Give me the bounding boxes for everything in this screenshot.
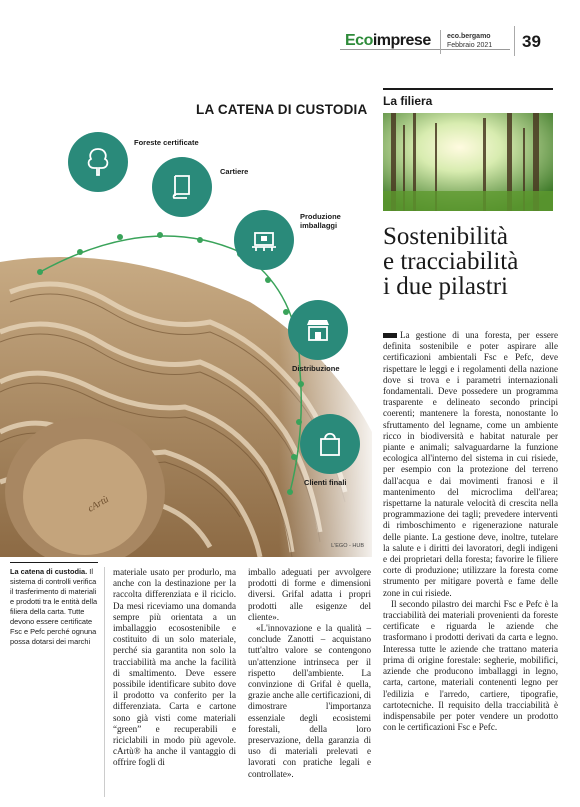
caption-rule <box>10 562 98 563</box>
publication-info <box>447 32 492 50</box>
article-column-right <box>383 330 558 733</box>
infographic-title: LA CATENA DI CUSTODIA <box>196 102 368 117</box>
article-paragraph: «L'innovazione e la qualità – conclude Zanotti – acquistano tutt'altro valore se contengono un'attenzione intrinseca per il rispetto dell'ambiente. La convinzione di Grifal è quella, grazie anche alle certificazioni, di dimostrare l'importanza essenziale degli ecosistemi forestali, della loro preservazione, della garanzia di uso di materiali prelevati e lavorati con pratiche legali e controllate». <box>248 623 371 779</box>
headline-line: Sostenibilità <box>383 223 508 250</box>
stage-label-packaging: Produzione imballaggi <box>300 212 341 230</box>
stage-label-forests: Foreste certificate <box>134 138 199 147</box>
factory-icon <box>234 210 294 270</box>
article-paragraph: La gestione di una foresta, per essere definita sostenibile e poter aspirare alle certificazioni ambientali Fsc e Pefc, deve rispettare le leggi e i regolamenti della nazione dove si trova e i parametri internazionali fondamentali. Deve possedere un programma trasparente e delineato secondo principi coerenti; mantenere la foresta, nonostante lo sfruttamento del legname, come un ambiente ricco in biodiversità e habitat naturale per piante e animali; salvaguardarne la funzione ecologica all'interno del sistema in cui risiede, per esempio con la protezione del terreno dall'acqua e dai movimenti franosi e il mantenimento del microclima dell'area; rispettarne la naturale velocità di crescita nella programmazione dei tagli; prevedere interventi di rimboschimento e rigenerazione naturale delle piante. La gestione deve, inoltre, tutelare la salute e i diritti dei lavoratori, degli indigeni e dei proprietari della foresta; favorire le filiere corte di produzione; utilizzare la foresta come strumento per mitigare povertà e fame delle zone in cui risiede. <box>383 330 558 598</box>
page-number: 39 <box>522 32 541 51</box>
article-paragraph: imballo adeguati per avvolgere prodotti di forme e dimensioni diversi. Grifal adatta i propri prodotti alle esigenze del cliente». <box>248 567 371 622</box>
header-separator <box>440 30 441 54</box>
article-column-2 <box>248 567 371 780</box>
article-headline <box>383 224 558 299</box>
publication-name: eco.bergamo <box>447 33 491 40</box>
shopping-bag-icon <box>300 414 360 474</box>
page-header <box>0 22 580 58</box>
column-rule <box>104 567 105 797</box>
caption-head: La catena di custodia. <box>10 567 88 576</box>
header-separator <box>514 26 515 56</box>
article-paragraph: materiale usato per produrlo, ma anche con la destinazione per la raccolta differenziata e il riciclo. Da mesi riceviamo una domanda sempre più orientata a un imballaggio ecosostenibile e costituito di un solo materiale, perché sia garantita non solo la tracciabilità ma anche la facilità di smaltimento. Deve essere possibile identificare subito dove il prodotto va conferito per la differenziata. Carta e cartone sono già visti come materiali “green” e recuperabili e riciclabili in modo più agevole. cArtù® ha anche il vantaggio di offrire fogli di <box>113 567 236 768</box>
stage-label-paper-mills: Cartiere <box>220 167 249 176</box>
section-label: La filiera <box>383 94 433 108</box>
brand-logo: Ecoimprese <box>345 32 431 49</box>
caption-body: Il sistema di controlli verifica il trasferimento di materiali e prodotti tra le entità della filiera della carta. Tutte devono essere certificate Fsc e Pefc perché ognuna possa dotarsi dei marchi <box>10 567 98 646</box>
headline-line: e tracciabilità <box>383 248 519 275</box>
lead-marker <box>383 333 397 338</box>
infographic-credit: L'EGO - HUB <box>331 543 364 549</box>
paper-roll-icon <box>152 157 212 217</box>
shop-icon <box>288 300 348 360</box>
stage-label-distribution: Distribuzione <box>292 364 340 373</box>
image-caption <box>10 567 98 647</box>
section-rule <box>383 88 553 90</box>
tree-icon <box>68 132 128 192</box>
chain-of-custody-infographic <box>0 92 372 557</box>
headline-line: i due pilastri <box>383 273 508 300</box>
forest-photo <box>383 113 553 211</box>
article-column-1 <box>113 567 236 769</box>
publication-date: Febbraio 2021 <box>447 42 493 49</box>
article-paragraph: Il secondo pilastro dei marchi Fsc e Pefc è la tracciabilità dei materiali provenienti da foreste certificate e riguarda le aziende che trasformano i prodotti derivati da carta e legno. Interessa tutte le aziende che trattano materia prima di origine forestale: segherie, mobilifici, aziende che producono imballaggi in legno, carta, cartone, materiali contenenti legno per l'edilizia e l'arredo, cartiere, tipografie, cartotecniche. Il requisito della tracciabilità è indispensabile per poter vendere un prodotto con le certificazioni Fsc e Pefc. <box>383 598 558 733</box>
stage-label-end-customers: Clienti finali <box>304 478 347 487</box>
